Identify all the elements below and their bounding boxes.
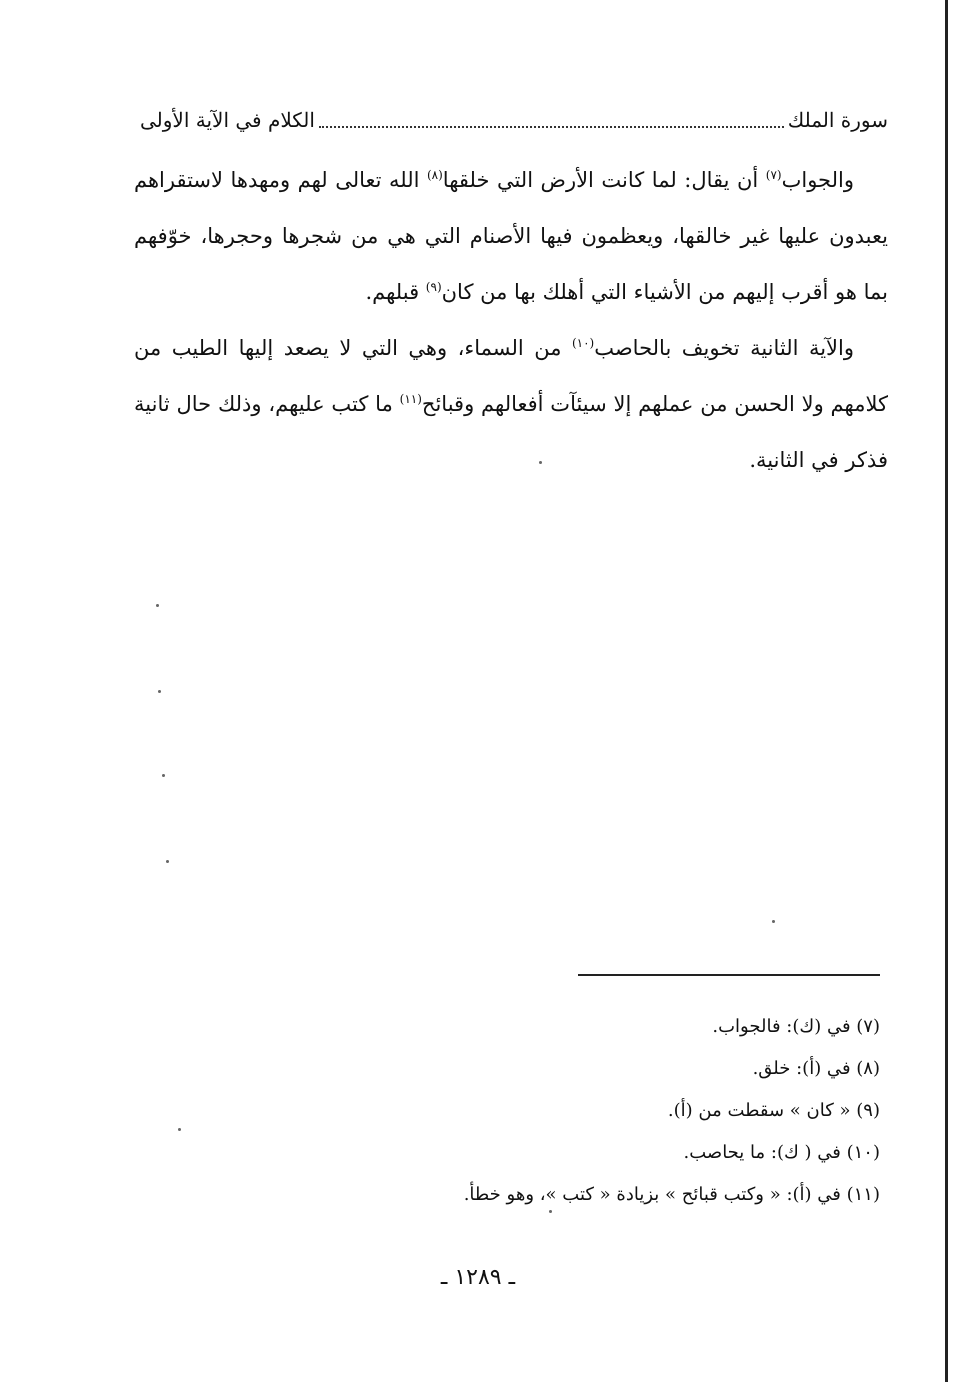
footnote-11: (١١) في (أ): « وكتب قبائح » بزيادة « كتب »، وهو خطأ. (463, 1184, 880, 1205)
footnote-ref-9: (٩) (425, 280, 442, 294)
paragraph-2 (134, 320, 888, 488)
scan-speck (156, 604, 159, 607)
header-topic: الكلام في الآية الأولى (140, 108, 315, 132)
scan-speck (166, 860, 169, 863)
footnote-8: (٨) في (أ): خلق. (752, 1058, 880, 1079)
p2-text-c: ما كتب عليهم، وذلك حال ثانية فذكر في الثانية. (134, 392, 888, 472)
scan-speck (178, 1128, 181, 1131)
scan-speck (158, 690, 161, 693)
p2-text-a: والآية الثانية تخويف بالحاصب (594, 336, 855, 360)
p1-text-d: قبلهم. (365, 280, 426, 304)
footnote-ref-8: (٨) (426, 168, 443, 182)
header-surah: سورة الملك (787, 108, 888, 132)
p1-text-c: الله تعالى لهم ومهدها لاستقراهم يعبدون عليها غير خالقها، ويعظمون فيها الأصنام التي هي من شجرها وحجرها، خوّفهم بما هو أقرب إليهم من الأشياء التي أهلك بها من كان (134, 168, 888, 304)
scan-speck (549, 1210, 552, 1213)
scan-speck (772, 920, 775, 923)
p2-text-b: من السماء، وهي التي لا يصعد إليها الطيب من كلامهم ولا الحسن من عملهم إلا سيئآت أفعالهم وقبائح (134, 336, 888, 416)
p1-text-a: والجواب (781, 168, 854, 192)
footnote-7: (٧) في (ك): فالجواب. (712, 1016, 880, 1037)
main-text (134, 152, 888, 488)
paragraph-1 (134, 152, 888, 320)
page-number: ـ ١٢٨٩ ـ (440, 1265, 516, 1290)
footnote-10: (١٠) في ( ك): ما يحاصب. (683, 1142, 880, 1163)
footnote-ref-7: (٧) (765, 168, 782, 182)
p1-text-b: أن يقال: لما كانت الأرض التي خلقها (442, 168, 766, 192)
footnote-separator (578, 974, 880, 976)
footnote-9: (٩) « كان » سقطت من (أ). (667, 1100, 880, 1121)
scan-speck (539, 461, 542, 464)
footnote-ref-10: (١٠) (571, 336, 595, 350)
footnote-ref-11: (١١) (399, 392, 422, 406)
running-header (140, 104, 888, 136)
scan-speck (162, 774, 165, 777)
header-dot-leader (319, 126, 784, 128)
footnotes (320, 1006, 880, 1216)
page-edge-line (945, 0, 948, 1382)
